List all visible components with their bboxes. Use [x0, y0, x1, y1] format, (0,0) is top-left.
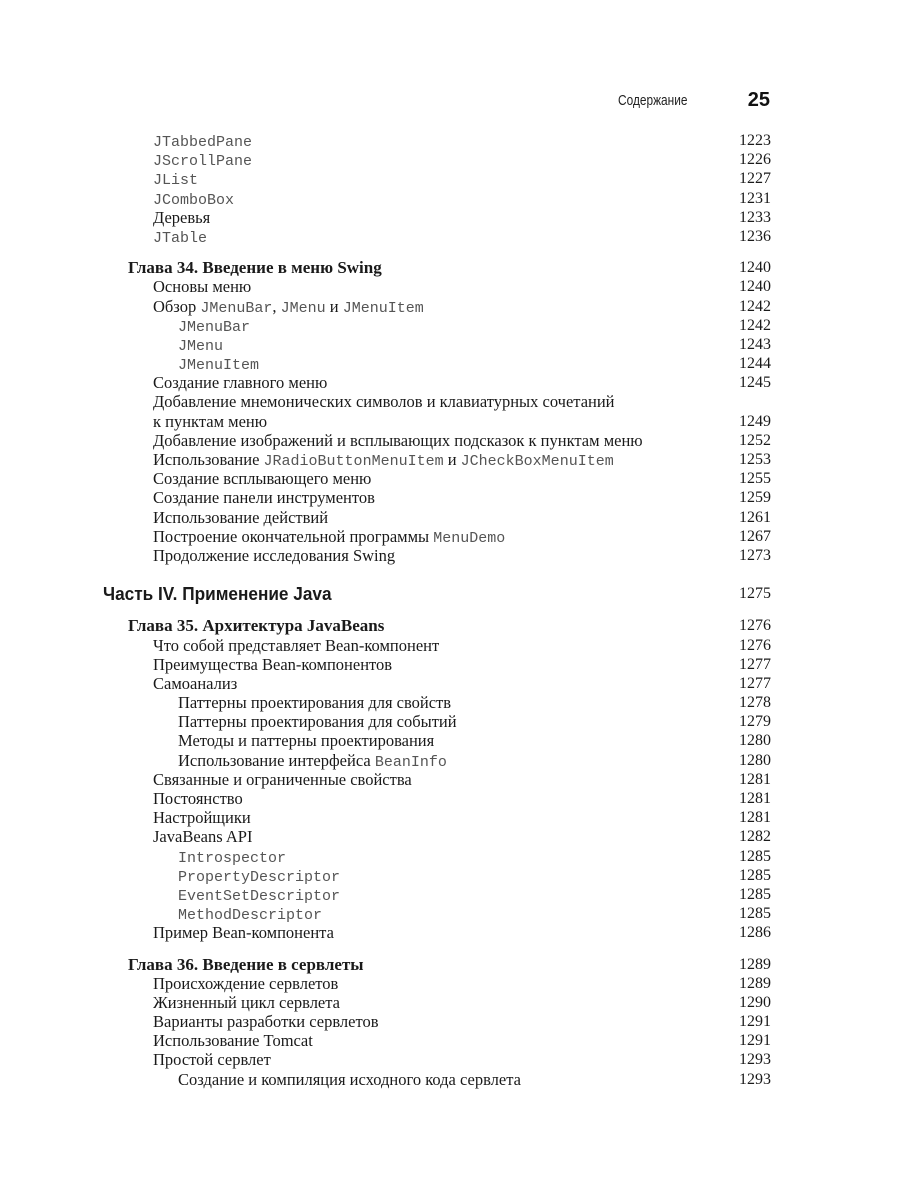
title-text: к пунктам меню [153, 411, 268, 431]
toc-entry-page: 1242 [739, 316, 771, 334]
title-text: Использование [153, 450, 264, 470]
toc-entry-title [153, 636, 439, 655]
page-number: 25 [747, 89, 770, 111]
toc-entry-title [178, 693, 451, 712]
toc-entry[interactable] [0, 431, 900, 450]
toc-entry-title [153, 789, 243, 808]
title-text: Настройщики [153, 808, 251, 828]
toc-entry[interactable] [0, 827, 900, 846]
code-identifier: Introspector [178, 849, 287, 867]
title-text: JavaBeans API [153, 827, 253, 847]
toc-entry-page: 1242 [739, 297, 771, 315]
toc-spacer [0, 603, 900, 616]
title-text: Глава 35. Архитектура JavaBeans [128, 616, 385, 636]
toc-entry[interactable] [0, 169, 900, 188]
title-text: Основы меню [153, 277, 252, 297]
toc-entry-title [153, 227, 207, 248]
toc-entry-page: 1233 [739, 208, 771, 226]
toc-subentry[interactable] [0, 904, 900, 923]
title-text: Паттерны проектирования для свойств [178, 693, 452, 713]
code-identifier: JMenuBar [200, 299, 273, 317]
toc-entry-page: 1277 [739, 655, 771, 673]
toc-entry[interactable] [0, 808, 900, 827]
toc-spacer [0, 565, 900, 584]
toc-entry-page: 1227 [739, 170, 771, 188]
toc-entry-page: 1267 [739, 527, 771, 545]
toc-spacer [0, 246, 900, 258]
title-text: Варианты разработки сервлетов [153, 1012, 379, 1032]
toc-entry[interactable] [0, 208, 900, 227]
toc-entry-title [153, 189, 234, 210]
toc-entry-title [153, 993, 340, 1012]
code-identifier: JCheckBoxMenuItem [460, 453, 614, 471]
toc-entry-title [128, 258, 382, 277]
title-text: Происхождение сервлетов [153, 973, 339, 993]
toc-entry-title [153, 431, 643, 450]
toc-entry[interactable] [0, 974, 900, 993]
toc-entry-title [153, 297, 424, 318]
toc-entry-page: 1278 [739, 694, 771, 712]
toc-entry-page: 1226 [739, 151, 771, 169]
toc-entry[interactable] [0, 392, 900, 430]
toc-entry-title [178, 847, 286, 868]
title-text: Пример Bean-компонента [153, 923, 334, 943]
toc-entry-page: 1289 [739, 974, 771, 992]
toc-entry-page: 1285 [739, 847, 771, 865]
code-identifier: JTabbedPane [153, 134, 253, 151]
toc-entry-title [153, 208, 210, 227]
toc-entry[interactable] [0, 789, 900, 808]
toc-entry-title [153, 546, 395, 565]
toc-entry-page: 1223 [739, 132, 771, 149]
title-text: Использование интерфейса [178, 750, 375, 770]
toc-entry[interactable] [0, 993, 900, 1012]
code-identifier: JTable [153, 229, 208, 247]
code-identifier: EventSetDescriptor [178, 887, 341, 905]
title-text: Добавление изображений и всплывающих подсказок к пунктам меню [153, 430, 643, 450]
toc-entry[interactable] [0, 1012, 900, 1031]
toc-entry-title [178, 354, 259, 375]
title-text: Жизненный цикл сервлета [153, 992, 340, 1012]
title-text: , [272, 296, 281, 316]
title-text: Что собой представляет Bean-компонент [153, 635, 440, 655]
toc-entry-title [178, 731, 434, 750]
title-text: Создание всплывающего меню [153, 469, 372, 489]
toc-entry-page: 1273 [739, 546, 771, 564]
title-text: Создание главного меню [153, 373, 328, 393]
toc-entry-page: 1277 [739, 674, 771, 692]
title-text: Продолжение исследования Swing [153, 545, 396, 565]
toc-entry-title [178, 316, 250, 337]
toc-subentry[interactable] [0, 751, 900, 770]
title-text: Обзор [153, 296, 201, 316]
toc-entry-page: 1236 [739, 227, 771, 245]
toc-entry-title [178, 885, 340, 906]
toc-entry[interactable] [0, 636, 900, 655]
toc-entry-page: 1280 [739, 751, 771, 769]
code-identifier: MenuDemo [433, 529, 506, 547]
toc-entry-page: 1285 [739, 885, 771, 903]
toc-entry[interactable] [0, 527, 900, 546]
toc-chapter-heading[interactable] [0, 258, 900, 277]
code-identifier: JComboBox [153, 191, 235, 209]
title-text: Преимущества Bean-компонентов [153, 654, 393, 674]
toc-entry-page: 1281 [739, 770, 771, 788]
toc-entry-page: 1253 [739, 451, 771, 469]
table-of-contents [0, 131, 900, 1089]
toc-entry[interactable] [0, 297, 900, 316]
toc-entry-page: 1293 [739, 1070, 771, 1088]
toc-subentry[interactable] [0, 316, 900, 335]
toc-entry-title [153, 392, 615, 430]
toc-entry-title [153, 974, 338, 993]
toc-entry-page: 1289 [739, 955, 771, 973]
toc-subentry[interactable] [0, 693, 900, 712]
toc-entry-page: 1240 [739, 259, 771, 277]
toc-entry-page: 1286 [739, 924, 771, 942]
toc-subentry[interactable] [0, 1070, 900, 1089]
code-identifier: PropertyDescriptor [178, 868, 341, 886]
toc-entry-page: 1276 [739, 636, 771, 654]
toc-subentry[interactable] [0, 731, 900, 750]
title-text: Простой сервлет [153, 1050, 271, 1070]
toc-entry-title [178, 866, 340, 887]
toc-entry-page: 1276 [739, 617, 771, 635]
toc-subentry[interactable] [0, 354, 900, 373]
toc-entry[interactable] [0, 450, 900, 469]
toc-entry-title [153, 150, 252, 171]
toc-subentry[interactable] [0, 712, 900, 731]
code-identifier: JMenu [178, 337, 224, 355]
toc-entry-page: 1279 [739, 713, 771, 731]
toc-entry-page: 1231 [739, 189, 771, 207]
code-identifier: JMenuBar [178, 318, 251, 336]
title-text: Связанные и ограниченные свойства [153, 769, 412, 789]
code-identifier: JMenuItem [342, 299, 424, 317]
toc-subentry[interactable] [0, 866, 900, 885]
toc-entry[interactable] [0, 508, 900, 527]
toc-entry-page: 1285 [739, 866, 771, 884]
toc-entry[interactable] [0, 488, 900, 507]
toc-entry[interactable] [0, 655, 900, 674]
title-text: Глава 36. Введение в сервлеты [128, 954, 364, 974]
title-text: Добавление мнемонических символов и клавиатурных сочетаний [153, 392, 615, 412]
toc-subentry[interactable] [0, 847, 900, 866]
toc-entry[interactable] [0, 1050, 900, 1069]
title-text: Постоянство [153, 789, 243, 809]
code-identifier: JRadioButtonMenuItem [263, 453, 444, 471]
toc-entry-page: 1281 [739, 790, 771, 808]
toc-entry[interactable] [0, 131, 900, 150]
toc-entry[interactable] [0, 770, 900, 789]
toc-entry-title [178, 904, 322, 925]
toc-entry-title [178, 335, 223, 356]
toc-entry[interactable] [0, 469, 900, 488]
toc-entry-title [153, 488, 375, 507]
code-identifier: JScrollPane [153, 153, 253, 171]
toc-entry-title [153, 827, 252, 846]
toc-entry[interactable] [0, 373, 900, 392]
toc-entry-page: 1259 [739, 489, 771, 507]
title-text: и [443, 450, 461, 470]
toc-subentry[interactable] [0, 335, 900, 354]
title-text: Часть IV. Применение Java [103, 583, 332, 605]
toc-entry-page: 1281 [739, 809, 771, 827]
toc-entry[interactable] [0, 674, 900, 693]
toc-entry-title [153, 373, 327, 392]
toc-entry-title [153, 808, 251, 827]
toc-spacer [0, 943, 900, 955]
title-text: Создание и компиляция исходного кода сервлета [178, 1069, 521, 1089]
toc-entry-page: 1240 [739, 278, 771, 296]
toc-entry-title [153, 1012, 379, 1031]
toc-entry-title [153, 770, 412, 789]
title-text: Использование Tomcat [153, 1031, 313, 1051]
toc-entry[interactable] [0, 546, 900, 565]
toc-entry-page: 1261 [739, 508, 771, 526]
toc-entry-page: 1282 [739, 828, 771, 846]
toc-chapter-heading[interactable] [0, 955, 900, 974]
title-text: Построение окончательной программы [153, 526, 434, 546]
toc-chapter-heading[interactable] [0, 616, 900, 635]
code-identifier: JList [153, 172, 199, 190]
toc-entry-page: 1252 [739, 431, 771, 449]
toc-entry-title [153, 277, 251, 296]
toc-entry-page: 1290 [739, 993, 771, 1011]
toc-entry[interactable] [0, 1031, 900, 1050]
toc-entry-title [153, 508, 328, 527]
toc-entry-page: 1293 [739, 1051, 771, 1069]
title-text: Паттерны проектирования для событий [178, 712, 457, 732]
toc-entry-title [153, 450, 614, 471]
toc-subentry[interactable] [0, 885, 900, 904]
toc-entry-title [153, 923, 334, 942]
toc-entry-title [178, 712, 457, 731]
title-text: Глава 34. Введение в меню Swing [128, 258, 382, 278]
code-identifier: MethodDescriptor [178, 907, 323, 925]
toc-entry-page: 1291 [739, 1032, 771, 1050]
title-text: Деревья [153, 207, 211, 227]
running-header-title: Содержание [618, 93, 688, 109]
toc-entry-title [153, 131, 252, 152]
toc-entry-title [153, 674, 237, 693]
toc-entry[interactable] [0, 277, 900, 296]
toc-entry-title [178, 751, 447, 772]
toc-entry-page: 1244 [739, 355, 771, 373]
toc-entry-page: 1249 [739, 412, 771, 430]
toc-entry-title [128, 616, 384, 635]
toc-entry-page: 1285 [739, 905, 771, 923]
toc-entry[interactable] [0, 227, 900, 246]
toc-entry-title [128, 955, 364, 974]
title-text: Использование действий [153, 507, 329, 527]
title-text: Создание панели инструментов [153, 488, 375, 508]
code-identifier: JMenuItem [178, 357, 260, 375]
toc-entry-title [153, 1050, 271, 1069]
toc-entry-page: 1243 [739, 335, 771, 353]
toc-entry-title [153, 655, 392, 674]
toc-entry[interactable] [0, 189, 900, 208]
toc-entry-page: 1255 [739, 470, 771, 488]
title-text: Методы и паттерны проектирования [178, 731, 435, 751]
running-header [0, 89, 900, 115]
title-text: и [325, 296, 343, 316]
title-text: Самоанализ [153, 673, 238, 693]
code-identifier: BeanInfo [374, 753, 447, 771]
toc-entry[interactable] [0, 150, 900, 169]
toc-entry-title [153, 169, 198, 190]
toc-entry-page: 1280 [739, 732, 771, 750]
toc-entry-page: 1291 [739, 1013, 771, 1031]
toc-part-heading[interactable] [0, 584, 900, 603]
code-identifier: JMenu [280, 299, 326, 317]
toc-entry[interactable] [0, 923, 900, 942]
toc-entry-title [178, 1070, 521, 1089]
toc-entry-page: 1245 [739, 374, 771, 392]
toc-entry-page: 1275 [739, 585, 771, 603]
toc-entry-title [153, 527, 505, 548]
toc-entry-title [103, 584, 332, 603]
toc-entry-title [153, 469, 371, 488]
toc-entry-title [153, 1031, 313, 1050]
